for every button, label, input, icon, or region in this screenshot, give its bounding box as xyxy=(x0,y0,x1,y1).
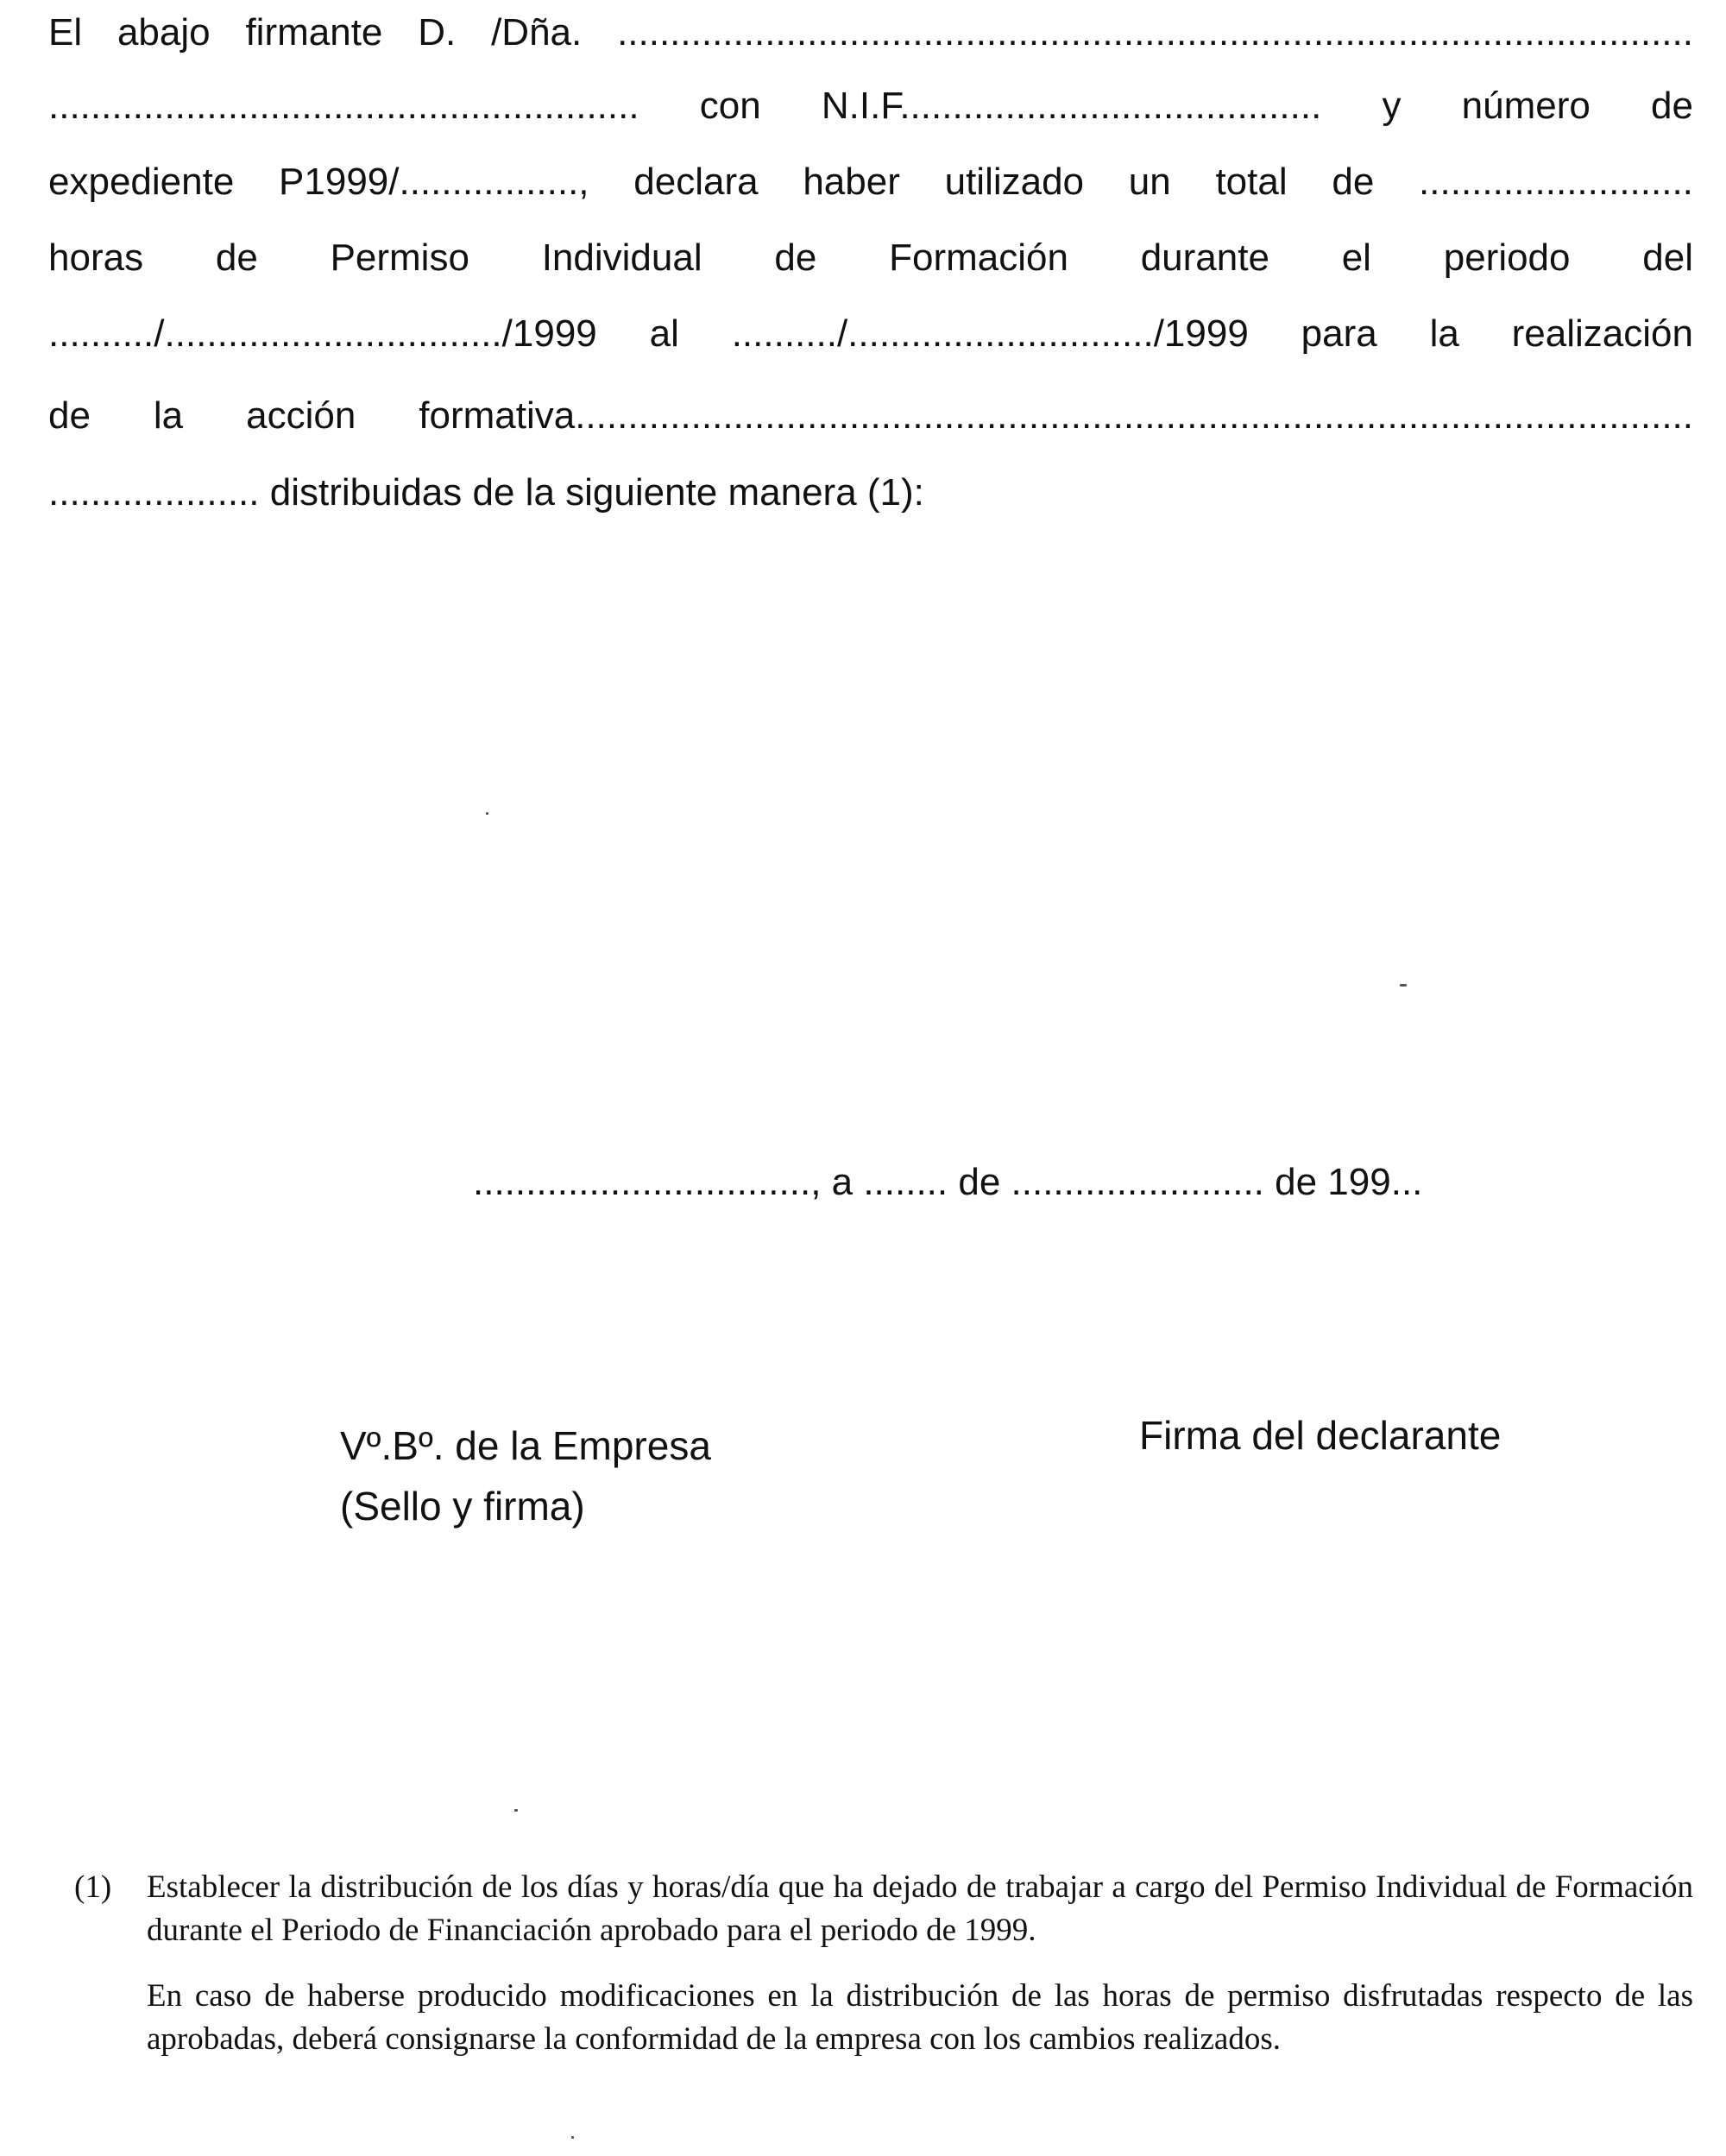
word: de xyxy=(1332,161,1375,203)
word: del xyxy=(1642,236,1693,279)
declaration-line-4 xyxy=(48,236,1693,281)
footnote xyxy=(74,1866,1693,2084)
company-seal-label: (Sello y firma) xyxy=(340,1484,585,1529)
word: total xyxy=(1215,161,1288,203)
declaration-line-2 xyxy=(48,84,1693,129)
word: El xyxy=(48,11,83,54)
word: D. xyxy=(418,11,457,54)
word: realización xyxy=(1511,312,1693,355)
declaration-line-1 xyxy=(48,10,1693,55)
word: horas xyxy=(48,236,144,279)
start-date-field: ........../................................/1999 xyxy=(48,312,597,355)
declaration-line-7 xyxy=(48,470,1693,515)
word: declara xyxy=(633,161,759,203)
hours-blank: .......................... xyxy=(1419,161,1693,203)
nif-field: N.I.F........................................ xyxy=(821,85,1322,127)
footnote-paragraph-1: Establecer la distribución de los días y horas/día que ha dejado de trabajar a cargo del Permiso Individual de Formación durante el Periodo de Financiación aprobado para el periodo de 1999. xyxy=(147,1869,1693,1948)
word: acción xyxy=(246,394,356,437)
place-date-line: ................................, a ........ de ........................ de 199... xyxy=(473,1161,1423,1203)
word: /Dña. xyxy=(491,11,583,54)
word: y xyxy=(1382,85,1402,127)
footnote-body xyxy=(147,1866,1693,2061)
scan-speck xyxy=(514,1809,518,1812)
word: Individual xyxy=(541,236,702,279)
name-blank: ........................................................ xyxy=(48,85,639,127)
scan-speck xyxy=(571,2136,574,2139)
word: un xyxy=(1128,161,1171,203)
distribution-text: .................... distribuidas de la siguiente manera (1): xyxy=(48,471,924,514)
word: al xyxy=(649,312,679,355)
scan-speck xyxy=(486,812,488,815)
company-approval-label: Vº.Bº. de la Empresa xyxy=(340,1423,711,1468)
expediente-field: P1999/................., xyxy=(279,161,589,203)
company-approval-block xyxy=(340,1415,711,1536)
word: expediente xyxy=(48,161,235,203)
word: periodo xyxy=(1443,236,1571,279)
word: de xyxy=(48,394,91,437)
word: haber xyxy=(803,161,900,203)
word: durante xyxy=(1140,236,1269,279)
word: la xyxy=(1429,312,1459,355)
word: para xyxy=(1301,312,1377,355)
word: número xyxy=(1461,85,1591,127)
training-action-field: formativa.......................................................................................................... xyxy=(419,394,1693,437)
footnote-marker: (1) xyxy=(74,1869,112,1905)
word: abajo xyxy=(117,11,211,54)
word: la xyxy=(153,394,184,437)
footnote-paragraph-2: En caso de haberse producido modificaciones en la distribución de las horas de permiso disfrutadas respecto de las aprobadas, deberá consignarse la conformidad de la empresa con los cambios realizados. xyxy=(147,1978,1693,2057)
word: firmante xyxy=(245,11,383,54)
word: Permiso xyxy=(330,236,469,279)
declaration-line-6 xyxy=(48,394,1693,438)
declaration-line-3 xyxy=(48,160,1693,205)
end-date-field: ........../............................./1999 xyxy=(731,312,1249,355)
scan-speck xyxy=(1400,984,1407,987)
word: de xyxy=(1651,85,1693,127)
name-blank: ...................................................................................................... xyxy=(617,11,1693,54)
word: Formación xyxy=(889,236,1068,279)
word: utilizado xyxy=(944,161,1085,203)
word: de xyxy=(774,236,817,279)
word: de xyxy=(215,236,258,279)
word: el xyxy=(1341,236,1371,279)
declaration-line-5 xyxy=(48,312,1693,356)
word: con xyxy=(699,85,761,127)
declarant-signature-label: Firma del declarante xyxy=(1139,1413,1502,1458)
